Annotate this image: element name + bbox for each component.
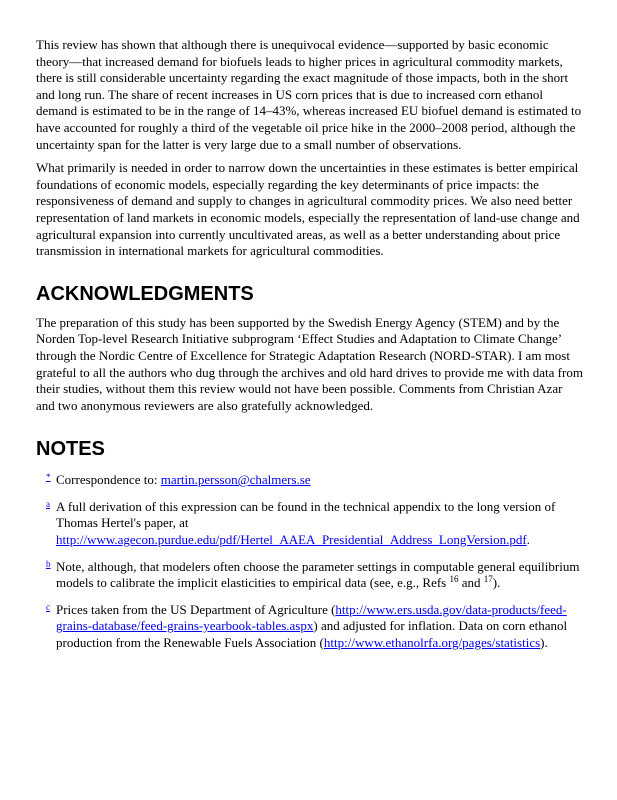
- note-text-mid: and: [458, 575, 484, 591]
- note-correspondence: [36, 472, 584, 489]
- note-text-mid: ) and adjusted for inflation. Data on corn ethanol production from the Renewable Fuels Association (: [56, 618, 568, 651]
- note-text: Note, although, that modelers often choose the parameter settings in computable general equilibrium models to calibrate the implicit elasticities to empirical data (see, e.g., Refs: [56, 558, 580, 591]
- note-a: [36, 499, 584, 549]
- note-c: [36, 602, 584, 652]
- email-link[interactable]: martin.persson@chalmers.se: [160, 472, 311, 488]
- document-page: [36, 37, 584, 662]
- note-text-tail: ).: [492, 575, 501, 591]
- acknowledgments-text: The preparation of this study has been supported by the Swedish Energy Agency (STEM) and by the Norden Top-level Research Initiative subprogram ‘Effect Studies and Adaptation to Climate Change’ through the Nordic Centre of Excellence for Strategic Adaptation Research (NORD-STAR). I am most grateful to all the authors who dug through the archives and old hard drives to provide me with data from their studies, without them this review would not have been possible. Comments from Christian Azar and two anonymous reviewers are also gratefully acknowledged.: [36, 314, 583, 413]
- notes-heading: NOTES: [36, 438, 105, 461]
- note-text-tail: ).: [540, 635, 548, 651]
- reference-16[interactable]: 16: [449, 574, 459, 585]
- note-marker-a[interactable]: a: [46, 498, 50, 509]
- conclusion-paragraph-1: This review has shown that although there is unequivocal evidence—supported by basic economic theory—that increased demand for biofuels leads to higher prices in agricultural commodity markets, there is still considerable uncertainty regarding the exact magnitude of those impacts, both in the short and long run. The share of recent increases in US corn prices that is due to increased corn ethanol demand is estimated to be in the range of 14–43%, whereas increased EU biofuel demand is estimated to have accounted for roughly a third of the vegetable oil price hike in the 2000–2008 period, although the uncertainty span for the latter is very large due to a small number of observations.: [36, 37, 582, 152]
- note-text-tail: .: [526, 532, 530, 548]
- note-text: A full derivation of this expression can be found in the technical appendix to the long version of Thomas Hertel's paper, at: [56, 498, 556, 531]
- acknowledgments-heading: ACKNOWLEDGMENTS: [36, 282, 254, 305]
- note-text: Prices taken from the US Department of Agriculture (: [56, 601, 336, 617]
- note-marker-b[interactable]: b: [46, 558, 51, 569]
- note-marker-c[interactable]: c: [46, 601, 50, 612]
- rfa-link[interactable]: http://www.ethanolrfa.org/pages/statistics: [323, 635, 541, 651]
- usda-link[interactable]: http://www.ers.usda.gov/data-products/feed-grains-database/feed-grains-yearbook-tables.aspx: [56, 601, 567, 634]
- note-marker-correspondence[interactable]: *: [46, 472, 51, 483]
- reference-17[interactable]: 17: [483, 574, 493, 585]
- note-b: [36, 559, 584, 592]
- hertel-paper-link[interactable]: http://www.agecon.purdue.edu/pdf/Hertel_AAEA_Presidential_Address_LongVersion.pdf: [56, 532, 527, 548]
- note-text: Correspondence to:: [56, 472, 161, 488]
- conclusion-paragraph-2: What primarily is needed in order to narrow down the uncertainties in these estimates is better empirical foundations of economic models, especially regarding the key determinants of price impacts: the responsiveness of demand and supply to changes in agricultural commodity prices. We also need better representation of land markets in economic models, especially the representation of land-use change and agricultural expansion into currently uncultivated areas, as well as a better understanding about price transmission in international markets for agricultural commodities.: [36, 160, 580, 259]
